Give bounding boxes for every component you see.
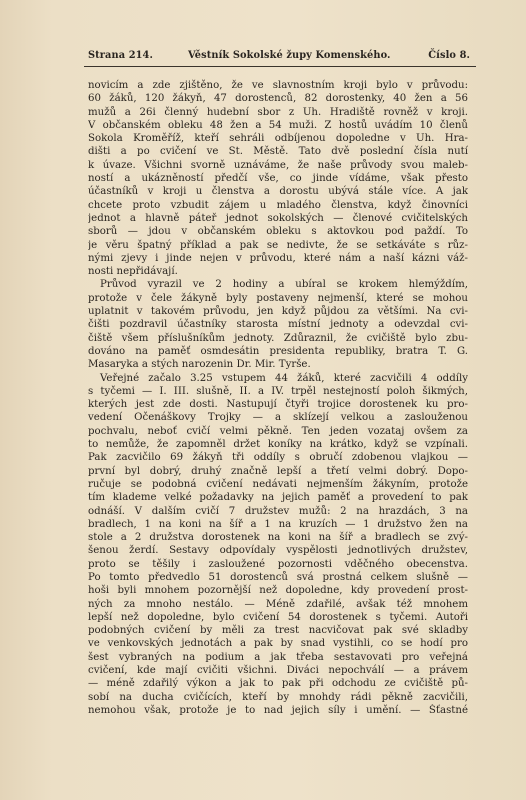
paragraph (88, 278, 468, 371)
text-line: s tyčemi — I. III. slušně, II. a IV. trpěl nestejností poloh šikmých, (88, 385, 468, 397)
text-line: chcete proto vzbudit zájem u mladého členstva, když činovníci (88, 199, 468, 211)
text-line: tím klademe velké požadavky na jejich paměť a provedení to pak (88, 492, 468, 504)
text-line: cvičení, kde mají cvičiti všichni. Diváci nepochválí — a právem (88, 665, 468, 677)
text-line: je věru špatný příklad a pak se nedivte, že se setkáváte s růz- (88, 239, 468, 251)
text-line: šest vybraných na podium a jak třeba sestavovati pro veřejná (88, 651, 468, 663)
journal-title: Věstník Sokolské župy Komenského. (188, 50, 391, 61)
text-line: čiště všem příslušníkům jednoty. Zdůraznil, že cvičiště bylo zbu- (88, 332, 468, 344)
text-line: k úvaze. Všichni svorně uznáváme, že naše průvody svou maleb- (88, 159, 468, 171)
text-line: první byl dobrý, druhý značně lepší a třetí velmi dobrý. Dopo- (88, 465, 468, 477)
text-line: lepší než dopoledne, bylo cvičení 54 dorostenek s tyčemi. Autoři (88, 611, 468, 623)
text-line: Masaryka a stých narozenin Dr. Mir. Tyrše. (88, 359, 311, 371)
text-line: dišti a po cvičení ve St. Městě. Tato dvě poslední čísla nutí (88, 146, 468, 158)
text-line: ručuje se podobná cvičení nedávati nejmenším žákyním, protože (88, 478, 468, 490)
text-line: hoši byli mnohem pozornější než dopoledne, kdy provedení prost- (88, 585, 468, 597)
text-line: stole a 2 družstva dorostenek na koni na šíř a bradlech se zvý- (88, 532, 468, 544)
text-line: ností a ukázněností předčí vše, co jinde vídáme, však přesto (88, 173, 468, 185)
text-line: podobných cvičení by měli za trest nacvičovat pak své skladby (88, 625, 468, 637)
text-line: nemohou však, protože je to nad jejich síly i umění. — Šťastné (88, 704, 468, 716)
running-header (88, 50, 470, 66)
text-line: sborů — jdou v občanském obleku s aktovkou pod paždí. To (88, 226, 468, 238)
header-rule (84, 66, 476, 67)
text-line: nosti nepřidávají. (88, 266, 178, 278)
text-line: bradlech, 1 na koni na šíř a 1 na kruzích — 1 družstvo žen na (88, 518, 468, 530)
text-line: Sokola Kroměříž, kteří sehráli odbíjenou dopoledne v Uh. Hra- (88, 133, 468, 145)
article-body (88, 79, 468, 717)
text-line: pochvalu, neboť cvičí velmi pěkně. Ten jeden vozataj ovšem za (88, 425, 468, 437)
text-line: Veřejné začalo 3.25 vstupem 44 žáků, které zacvičili 4 oddíly (100, 372, 468, 384)
text-line: Pak zacvičilo 69 žákyň tři oddíly s obručí zdobenou vlajkou — (88, 452, 468, 464)
text-line: Průvod vyrazil ve 2 hodiny a ubíral se krokem hlemýždím, (100, 279, 468, 291)
text-line: ných za mnoho nestálo. — Méně zdařilé, avšak též mnohem (88, 598, 468, 610)
text-line: odnáší. V dalším cvičí 7 družstev mužů: 2 na hrazdách, 3 na (88, 505, 468, 517)
text-line: protože v čele žákyně byly postaveny nejmenší, které se mohou (88, 292, 468, 304)
text-line: sobí na ducha cvičících, kteří by mnohdy rádi pěkně zacvičili, (88, 691, 468, 703)
text-line: kterých jest zde dosti. Nastupují čtyři trojice dorostenek ku pro- (88, 399, 468, 411)
text-line: proto se těšily i zasloužené pozornosti vděčného obecenstva. (88, 558, 468, 570)
text-line: — méně zdařilý výkon a jak to pak při odchodu ze cvičiště pů- (88, 678, 468, 690)
text-line: Po tomto předvedlo 51 dorostenců svá prostná celkem slušně — (88, 571, 468, 583)
text-line: V občanském obleku 48 žen a 54 muži. Z hostů uvádím 10 členů (88, 119, 468, 131)
text-line: novicím a zde zjištěno, že ve slavnostním kroji bylo v průvodu: (88, 80, 468, 91)
text-line: uplatnit v takovém průvodu, jen když půjdou za většími. Na cvi- (88, 306, 468, 318)
text-line: 60 žáků, 120 žákyň, 47 dorostenců, 82 dorostenky, 40 žen a 56 (88, 93, 468, 105)
text-line: dováno na paměť osmdesátin presidenta republiky, bratra T. G. (88, 345, 468, 357)
text-line: nými zjevy i jinde nejen v průvodu, které nám a naší kázni váž- (88, 252, 468, 264)
text-line: to nemůže, že zapomněl držet koníky na krátko, když se vzpínali. (88, 439, 468, 451)
text-line: mužů a 26i členný hudební sbor z Uh. Hradiště rovněž v kroji. (88, 106, 468, 118)
issue-number: Číslo 8. (428, 50, 470, 61)
text-line: čišti pozdravil účastníky starosta místní jednoty a odevzdal cvi- (88, 319, 468, 331)
text-line: vedení Očenáškovy Trojky — a sklízejí velkou a zaslouženou (88, 412, 468, 424)
paragraph (88, 79, 468, 278)
text-line: ve venkovských jednotách a pak by snad vystihli, co se hodí pro (88, 638, 468, 650)
text-line: jednot a hlavně páteř jednot sokolských — členové cvičitelských (88, 212, 468, 224)
text-line: šenou žerdí. Sestavy odpovídaly vyspělosti jednotlivých družstev, (88, 545, 468, 557)
page-number: Strana 214. (88, 50, 153, 61)
text-line: účastníků v kroji u členstva a dorostu ubývá stále více. A jak (88, 186, 468, 198)
paragraph (88, 372, 468, 718)
